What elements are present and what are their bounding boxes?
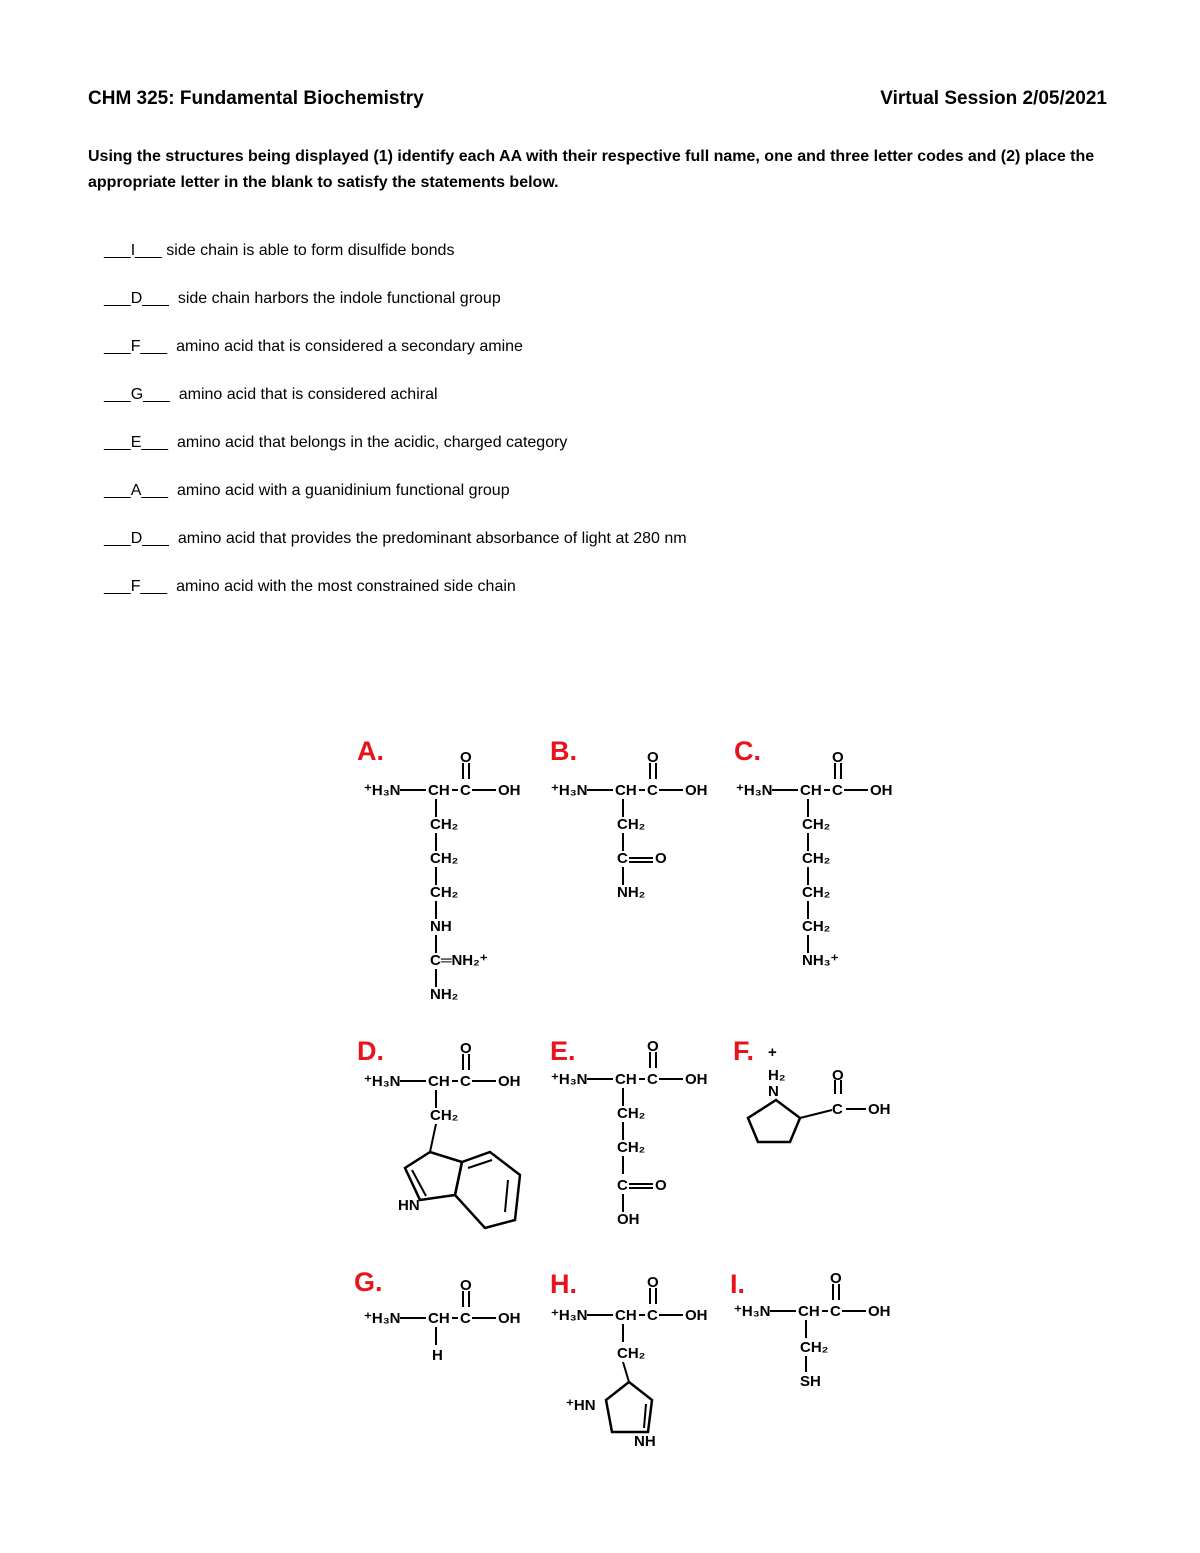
- carboxyl-carbon: C: [460, 782, 471, 799]
- answer-blank[interactable]: ___E___: [104, 434, 169, 451]
- structure-label-a: A.: [357, 736, 384, 766]
- amine-hydrogens: H₂: [768, 1067, 786, 1084]
- statement-text: amino acid that is considered achiral: [169, 386, 438, 403]
- statement-text: amino acid that belongs in the acidic, charged category: [168, 434, 568, 451]
- side-chain-group: CH₂: [802, 918, 831, 935]
- carbonyl-oxygen: O: [460, 749, 472, 766]
- side-chain-group: NH₂: [430, 986, 459, 1003]
- carbonyl-oxygen: O: [647, 1038, 659, 1055]
- bond-line: [644, 1404, 646, 1428]
- alpha-carbon: CH: [428, 782, 450, 799]
- alpha-carbon: CH: [615, 1307, 637, 1324]
- side-chain-group: NH₂: [617, 884, 646, 901]
- amide-carbon: C: [617, 850, 628, 867]
- hydroxyl: OH: [498, 782, 521, 799]
- hydroxyl: OH: [685, 1071, 708, 1088]
- carbonyl-oxygen: O: [647, 749, 659, 766]
- structure-label-i: I.: [730, 1269, 746, 1299]
- course-title: CHM 325: Fundamental Biochemistry: [88, 88, 424, 109]
- side-chain-group: H: [432, 1347, 443, 1364]
- statement-text: amino acid that provides the predominant absorbance of light at 280 nm: [168, 530, 687, 547]
- side-chain-group: OH: [617, 1211, 640, 1228]
- carboxyl-carbon: C: [617, 1177, 628, 1194]
- answer-blank[interactable]: ___F___: [104, 338, 168, 355]
- structure-label-g: G.: [354, 1267, 383, 1297]
- alpha-carbon: CH: [800, 782, 822, 799]
- ring-bond: [748, 1100, 800, 1142]
- charge-plus: +: [768, 1044, 777, 1061]
- alpha-carbon: CH: [615, 1071, 637, 1088]
- answer-blank[interactable]: ___G___: [104, 386, 170, 403]
- imidazole-nh-plus: ⁺HN: [566, 1397, 596, 1414]
- carbonyl-oxygen: O: [460, 1040, 472, 1057]
- side-chain-group: CH₂: [800, 1339, 829, 1356]
- indole-nh: HN: [398, 1197, 420, 1214]
- carbonyl-oxygen: O: [832, 749, 844, 766]
- hydroxyl: OH: [685, 1307, 708, 1324]
- carbonyl-oxygen: O: [647, 1274, 659, 1291]
- alpha-carbon: CH: [428, 1310, 450, 1327]
- answer-blank[interactable]: ___A___: [104, 482, 169, 499]
- side-chain-group: NH: [430, 918, 452, 935]
- side-chain-group: CH₂: [617, 1345, 646, 1362]
- statement-text: amino acid with the most constrained side chain: [167, 578, 516, 595]
- carboxyl-carbon: C: [832, 1101, 843, 1118]
- structure-label-e: E.: [550, 1036, 576, 1066]
- bond-line: [468, 1160, 492, 1168]
- alpha-carbon: CH: [798, 1303, 820, 1320]
- side-chain-group: CH₂: [617, 1105, 646, 1122]
- imidazole-nh: NH: [634, 1433, 656, 1450]
- hydroxyl: OH: [868, 1303, 891, 1320]
- hydroxyl: OH: [498, 1073, 521, 1090]
- side-chain-group: NH₃⁺: [802, 952, 839, 969]
- carboxyl-carbon: C: [647, 1307, 658, 1324]
- answer-blank[interactable]: ___F___: [104, 578, 168, 595]
- amine-group: ⁺H₃N: [551, 1071, 588, 1088]
- carboxyl-carbon: C: [832, 782, 843, 799]
- amine-group: ⁺H₃N: [551, 782, 588, 799]
- structure-label-h: H.: [550, 1269, 577, 1299]
- amine-group: ⁺H₃N: [551, 1307, 588, 1324]
- amine-group: ⁺H₃N: [736, 782, 773, 799]
- carboxyl-oxygen: O: [655, 1177, 667, 1194]
- hydroxyl: OH: [685, 782, 708, 799]
- guanidinium-group: C═NH₂⁺: [430, 952, 488, 969]
- alpha-carbon: CH: [615, 782, 637, 799]
- thiol-group: SH: [800, 1373, 821, 1390]
- side-chain-group: CH₂: [430, 816, 459, 833]
- bond-line: [505, 1180, 508, 1212]
- side-chain-group: CH₂: [430, 1107, 459, 1124]
- hydroxyl: OH: [498, 1310, 521, 1327]
- bond-line: [412, 1170, 426, 1196]
- side-chain-group: CH₂: [802, 884, 831, 901]
- structure-label-b: B.: [550, 736, 577, 766]
- structure-label-f: F.: [733, 1036, 755, 1066]
- structure-label-d: D.: [357, 1036, 384, 1066]
- statement-text: side chain is able to form disulfide bonds: [161, 242, 455, 259]
- alpha-carbon: CH: [428, 1073, 450, 1090]
- side-chain-group: CH₂: [617, 1139, 646, 1156]
- instructions: Using the structures being displayed (1) identify each AA with their respective full name, one and three letter codes and (2) place the appropriate letter in the blank to satisfy the statements below.: [88, 148, 1095, 191]
- statement-text: amino acid that is considered a secondary amine: [167, 338, 523, 355]
- carbonyl-oxygen: O: [830, 1270, 842, 1287]
- side-chain-group: CH₂: [430, 884, 459, 901]
- amine-group: ⁺H₃N: [364, 782, 401, 799]
- amide-oxygen: O: [655, 850, 667, 867]
- bond-line: [800, 1110, 832, 1118]
- side-chain-group: CH₂: [617, 816, 646, 833]
- structure-label-c: C.: [734, 736, 761, 766]
- answer-blank[interactable]: ___D___: [104, 530, 169, 547]
- carboxyl-carbon: C: [647, 1071, 658, 1088]
- amine-group: ⁺H₃N: [364, 1310, 401, 1327]
- side-chain-group: CH₂: [802, 850, 831, 867]
- answer-blank[interactable]: ___D___: [104, 290, 169, 307]
- carbonyl-oxygen: O: [832, 1067, 844, 1084]
- bond-line: [623, 1362, 629, 1382]
- statement-text: amino acid with a guanidinium functional group: [168, 482, 510, 499]
- answer-blank[interactable]: ___I___: [104, 242, 162, 259]
- side-chain-group: CH₂: [430, 850, 459, 867]
- side-chain-group: CH₂: [802, 816, 831, 833]
- carboxyl-carbon: C: [647, 782, 658, 799]
- session-date: Virtual Session 2/05/2021: [880, 88, 1107, 109]
- statement-text: side chain harbors the indole functional group: [168, 290, 501, 307]
- carboxyl-carbon: C: [830, 1303, 841, 1320]
- hydroxyl: OH: [868, 1101, 891, 1118]
- ring-bond: [455, 1152, 520, 1228]
- carbonyl-oxygen: O: [460, 1277, 472, 1294]
- amine-group: ⁺H₃N: [734, 1303, 771, 1320]
- bond-line: [430, 1124, 436, 1152]
- ring-nitrogen: N: [768, 1083, 779, 1100]
- carboxyl-carbon: C: [460, 1073, 471, 1090]
- ring-bond: [405, 1152, 462, 1200]
- hydroxyl: OH: [870, 782, 893, 799]
- amine-group: ⁺H₃N: [364, 1073, 401, 1090]
- carboxyl-carbon: C: [460, 1310, 471, 1327]
